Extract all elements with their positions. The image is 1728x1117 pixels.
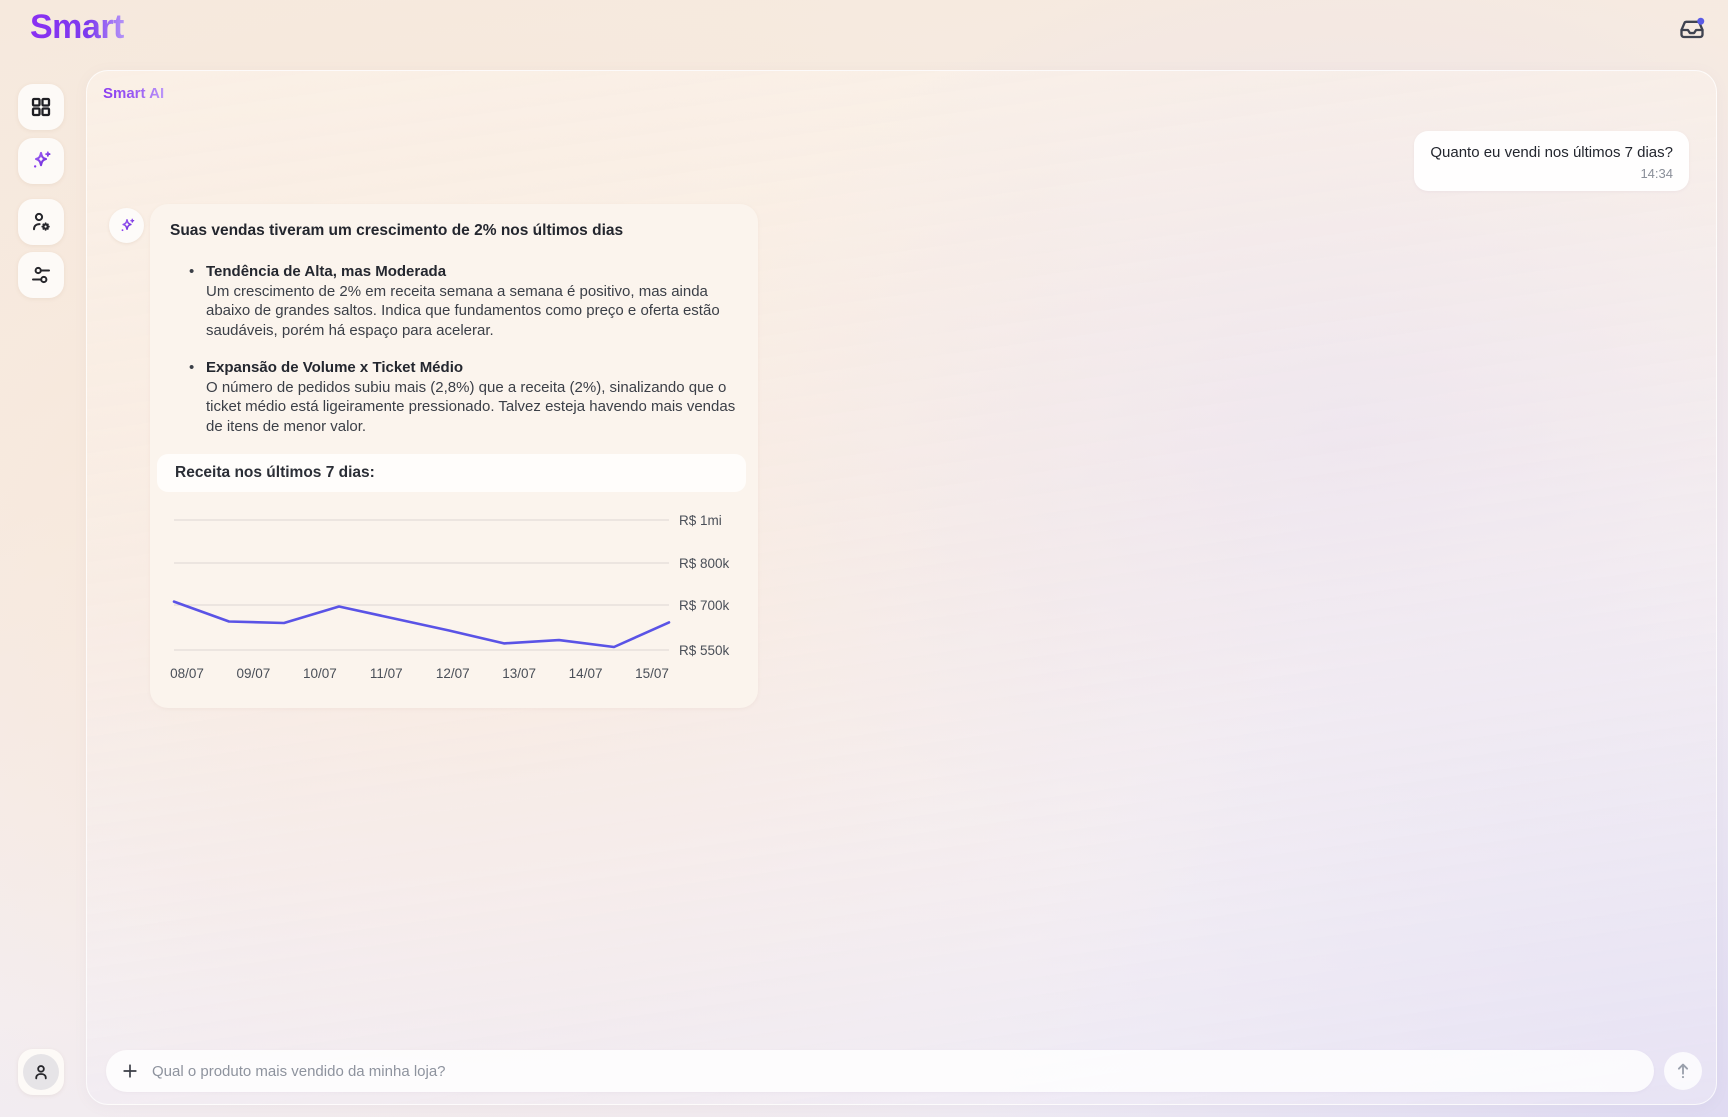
svg-text:12/07: 12/07 [435,666,470,681]
assistant-heading: Suas vendas tiveram um crescimento de 2% nos últimos dias [170,222,624,239]
inbox-icon [1678,16,1706,44]
send-button[interactable] [1664,1052,1702,1090]
user-message-text: Quanto eu vendi nos últimos 7 dias? [1430,144,1673,161]
user-cog-icon [29,210,53,234]
chat-panel [86,70,1717,1105]
svg-text:13/07: 13/07 [502,666,537,681]
sidebar-item-customers[interactable] [18,199,64,245]
assistant-bullet-list [170,262,738,436]
svg-text:14/07: 14/07 [568,666,603,681]
svg-text:09/07: 09/07 [236,666,271,681]
bullet-title: • Expansão de Volume x Ticket Médio [206,359,464,376]
bullet-body: O número de pedidos subiu mais (2,8%) que a receita (2%), sinalizando que o ticket médio está ligeiramente pressionado. Talvez esteja havendo mais vendas de itens de menor valor. [206,378,736,435]
sidebar-item-smart-ai[interactable] [18,138,64,184]
inbox-button[interactable] [1674,12,1710,48]
assistant-name: Smart AI [103,85,165,102]
bullet-title: • Tendência de Alta, mas Moderada [206,263,447,280]
svg-text:R$ 800k: R$ 800k [679,556,730,571]
svg-text:R$ 1mi: R$ 1mi [679,513,722,528]
arrow-up-icon [1672,1060,1694,1082]
sliders-icon [29,263,53,287]
list-item [170,262,738,340]
list-item [170,358,738,436]
chart-title: Receita nos últimos 7 dias: [157,454,746,492]
assistant-avatar [109,208,144,243]
assistant-message-row [109,204,758,708]
svg-text:R$ 550k: R$ 550k [679,643,730,658]
svg-text:08/07: 08/07 [170,666,204,681]
assistant-message-card [150,204,758,708]
sparkles-icon [117,216,137,236]
user-message-time: 14:34 [1640,166,1673,181]
revenue-chart [157,492,746,692]
user-message-row [1414,131,1689,191]
plus-icon[interactable] [120,1061,140,1081]
bullet-body: Um crescimento de 2% em receita semana a semana é positivo, mas ainda abaixo de grandes saltos. Indica que fundamentos como preço e oferta estão saudáveis, porém há espaço para acelerar. [206,282,720,339]
sidebar-profile-button[interactable] [18,1049,64,1095]
sparkles-icon [28,148,54,174]
svg-text:10/07: 10/07 [302,666,337,681]
app-logo: Smart [30,8,124,46]
sidebar-item-settings[interactable] [18,252,64,298]
chat-input-bar [106,1050,1654,1092]
dashboard-grid-icon [29,95,53,119]
chat-input[interactable] [150,1062,1640,1081]
svg-text:11/07: 11/07 [369,666,403,681]
avatar [23,1054,59,1090]
svg-text:R$ 700k: R$ 700k [679,598,730,613]
user-message-bubble [1414,131,1689,191]
sidebar-item-dashboard[interactable] [18,84,64,130]
person-icon [30,1061,52,1083]
svg-text:15/07: 15/07 [635,666,669,681]
